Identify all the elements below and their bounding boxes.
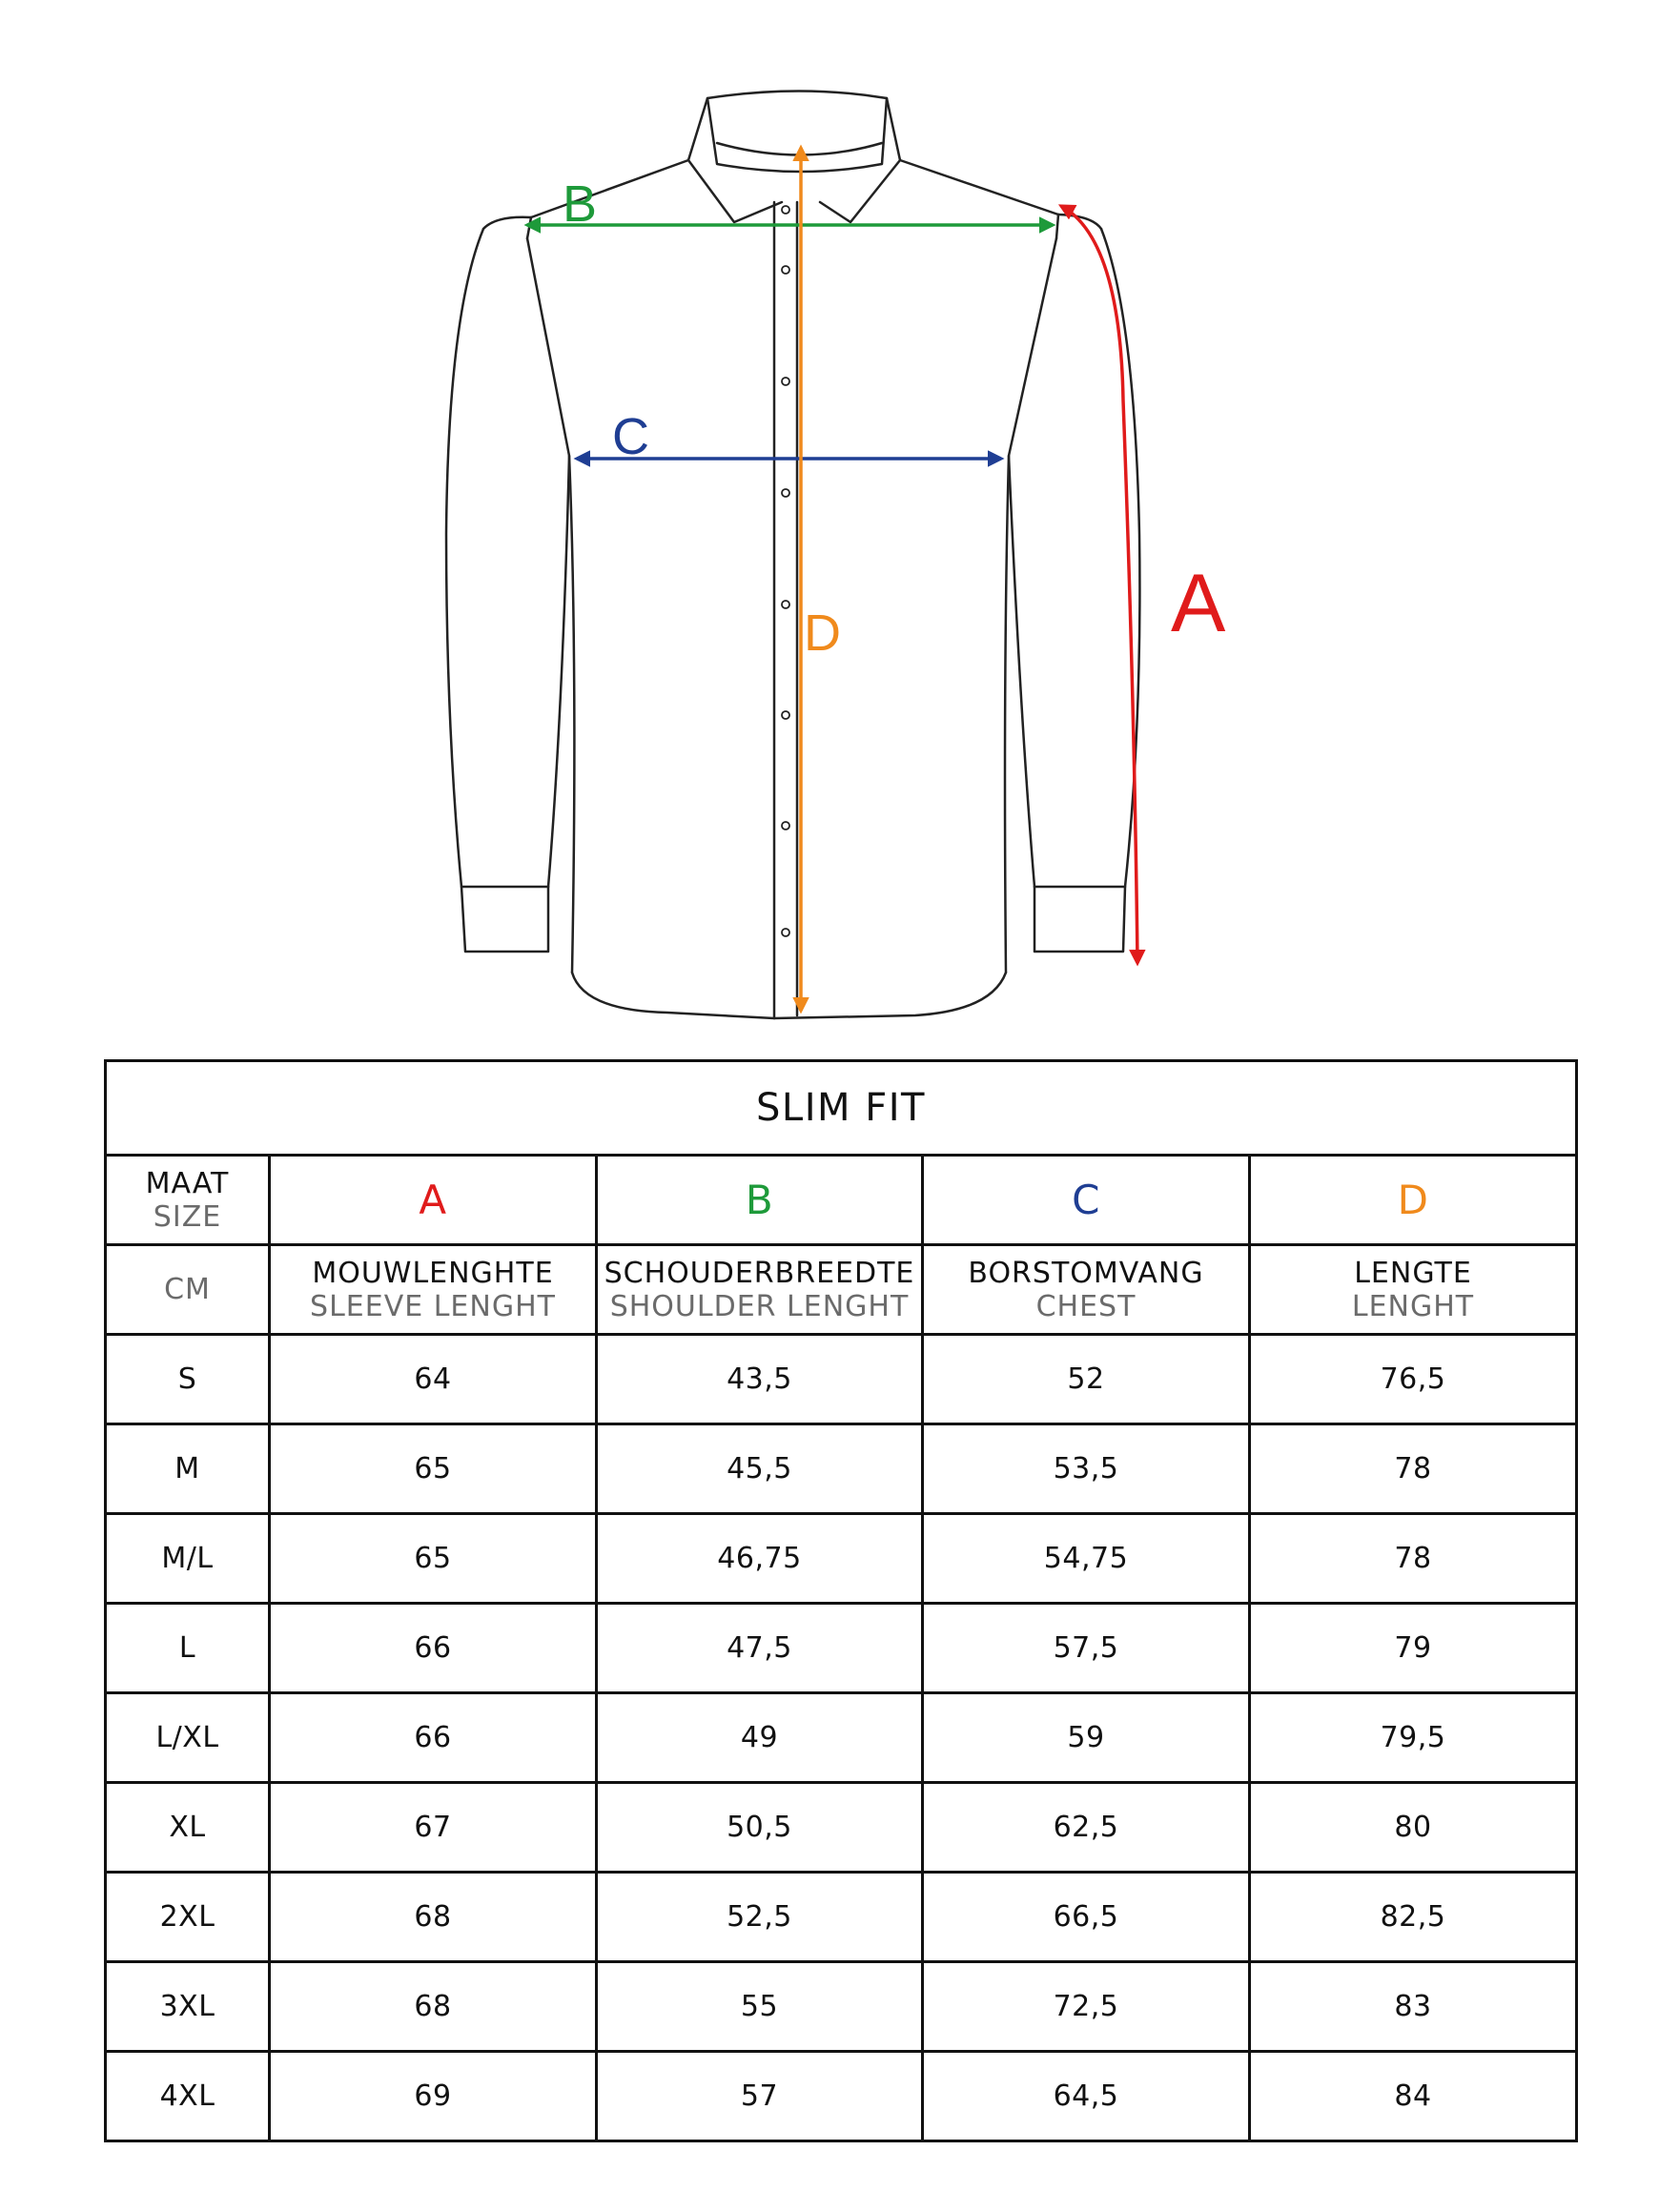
table-row (106, 1693, 1577, 1783)
value-cell: 54,75 (923, 1514, 1250, 1604)
table-row (106, 1514, 1577, 1604)
value-cell: 66,5 (923, 1873, 1250, 1962)
shirt-buttons (782, 206, 789, 936)
column-name-d (1250, 1245, 1577, 1335)
table-row (106, 1604, 1577, 1693)
value-cell: 46,75 (597, 1514, 923, 1604)
table-row (106, 2052, 1577, 2141)
measure-label-b: B (563, 175, 598, 233)
unit-header: CM (106, 1245, 270, 1335)
value-cell: 72,5 (923, 1962, 1250, 2052)
size-header (106, 1156, 270, 1245)
size-cell: 2XL (106, 1873, 270, 1962)
column-letter-b: B (597, 1156, 923, 1245)
size-cell: XL (106, 1783, 270, 1873)
table-row (106, 1783, 1577, 1873)
size-cell: 3XL (106, 1962, 270, 2052)
size-cell: L (106, 1604, 270, 1693)
value-cell: 52,5 (597, 1873, 923, 1962)
column-name-nl: SCHOUDERBREEDTE (604, 1256, 915, 1290)
size-cell: M/L (106, 1514, 270, 1604)
column-name-en: CHEST (1035, 1289, 1137, 1323)
value-cell: 59 (923, 1693, 1250, 1783)
column-name-nl: BORSTOMVANG (968, 1256, 1204, 1290)
value-cell: 65 (270, 1424, 597, 1514)
value-cell: 68 (270, 1962, 597, 2052)
value-cell: 43,5 (597, 1335, 923, 1424)
column-name-a (270, 1245, 597, 1335)
value-cell: 76,5 (1250, 1335, 1577, 1424)
column-name-en: SLEEVE LENGHT (310, 1289, 556, 1323)
value-cell: 50,5 (597, 1783, 923, 1873)
column-letter-a: A (270, 1156, 597, 1245)
measure-line-a (1061, 206, 1137, 963)
value-cell: 65 (270, 1514, 597, 1604)
value-cell: 57,5 (923, 1604, 1250, 1693)
column-letter-d: D (1250, 1156, 1577, 1245)
value-cell: 78 (1250, 1424, 1577, 1514)
value-cell: 45,5 (597, 1424, 923, 1514)
shirt-outline (446, 92, 1139, 1019)
column-name-b (597, 1245, 923, 1335)
value-cell: 57 (597, 2052, 923, 2141)
value-cell: 68 (270, 1873, 597, 1962)
value-cell: 66 (270, 1693, 597, 1783)
value-cell: 84 (1250, 2052, 1577, 2141)
measure-label-c: C (612, 408, 649, 465)
value-cell: 64,5 (923, 2052, 1250, 2141)
column-name-nl: MOUWLENGHTE (312, 1256, 554, 1290)
size-chart-table (104, 1059, 1578, 2142)
column-name-c (923, 1245, 1250, 1335)
table-row (106, 1335, 1577, 1424)
size-header-nl: MAAT (145, 1166, 230, 1200)
measure-label-a: A (1171, 558, 1226, 649)
size-cell: S (106, 1335, 270, 1424)
column-name-en: SHOULDER LENGHT (609, 1289, 910, 1323)
size-cell: M (106, 1424, 270, 1514)
column-name-nl: LENGTE (1354, 1256, 1472, 1290)
size-cell: 4XL (106, 2052, 270, 2141)
value-cell: 80 (1250, 1783, 1577, 1873)
value-cell: 49 (597, 1693, 923, 1783)
value-cell: 53,5 (923, 1424, 1250, 1514)
value-cell: 79 (1250, 1604, 1577, 1693)
value-cell: 47,5 (597, 1604, 923, 1693)
value-cell: 67 (270, 1783, 597, 1873)
value-cell: 64 (270, 1335, 597, 1424)
value-cell: 66 (270, 1604, 597, 1693)
column-name-en: LENGHT (1351, 1289, 1475, 1323)
column-letter-c: C (923, 1156, 1250, 1245)
value-cell: 79,5 (1250, 1693, 1577, 1783)
table-row (106, 1424, 1577, 1514)
size-cell: L/XL (106, 1693, 270, 1783)
value-cell: 52 (923, 1335, 1250, 1424)
size-header-en: SIZE (153, 1199, 222, 1234)
table-row (106, 1962, 1577, 2052)
value-cell: 78 (1250, 1514, 1577, 1604)
table-title: SLIM FIT (106, 1061, 1577, 1156)
measure-label-d: D (804, 604, 841, 662)
value-cell: 62,5 (923, 1783, 1250, 1873)
value-cell: 69 (270, 2052, 597, 2141)
table-row (106, 1873, 1577, 1962)
value-cell: 83 (1250, 1962, 1577, 2052)
value-cell: 82,5 (1250, 1873, 1577, 1962)
shirt-measurement-diagram (0, 0, 1659, 1039)
value-cell: 55 (597, 1962, 923, 2052)
